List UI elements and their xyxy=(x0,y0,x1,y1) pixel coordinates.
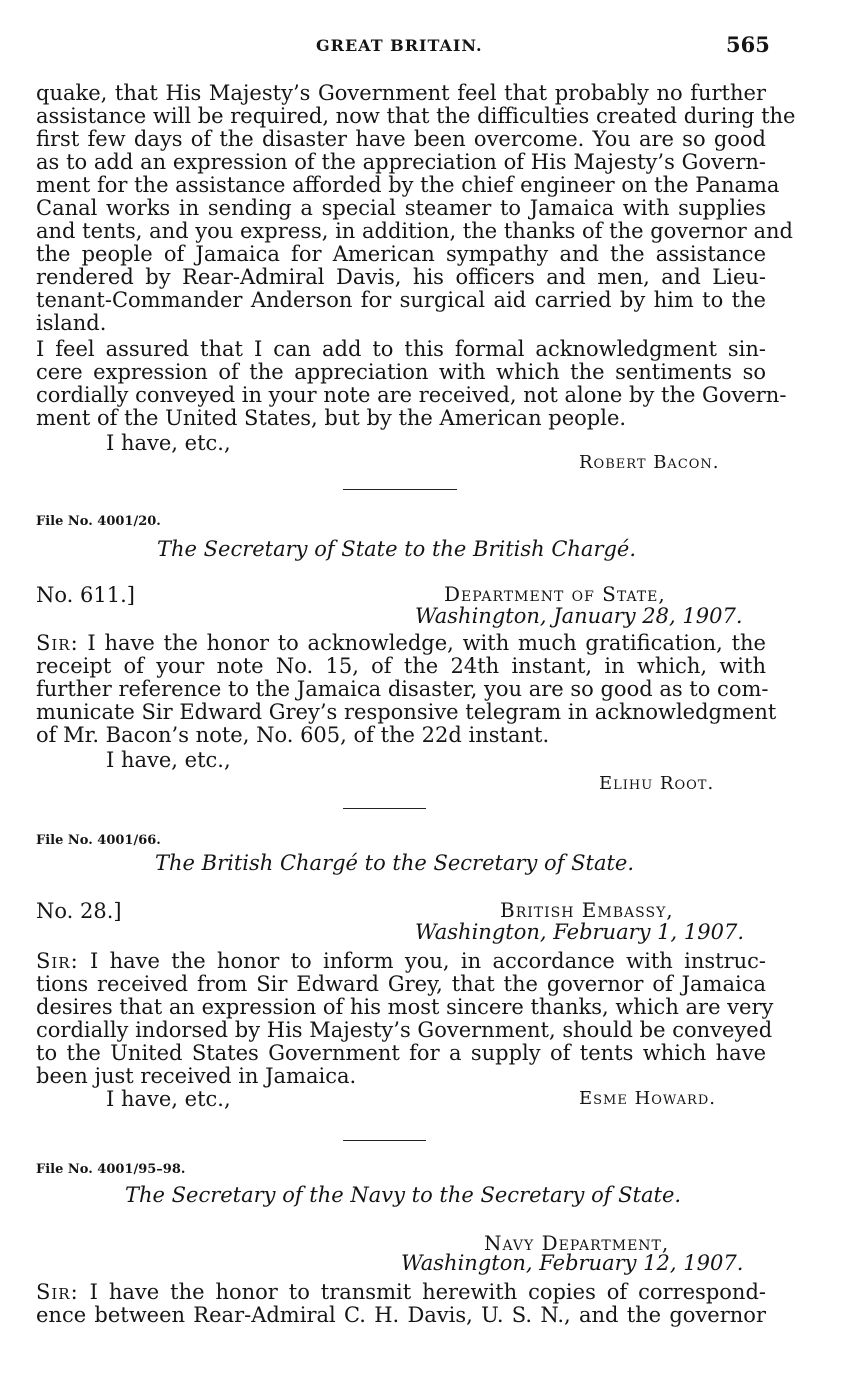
file-number: File No. 4001/95–98. xyxy=(36,1162,186,1177)
place-date: Washington, February 12, 1907. xyxy=(401,1251,744,1275)
dispatch-number: No. 28.] xyxy=(36,899,122,923)
text-line: quake, that His Majesty’s Government feel that probably no further xyxy=(36,81,766,105)
salutation: Sir: xyxy=(36,949,79,973)
text-line: ence between Rear-Admiral C. H. Davis, U. S. N., and the governor xyxy=(36,1303,766,1327)
running-title: GREAT BRITAIN. xyxy=(316,36,483,55)
text-line: island. xyxy=(36,311,107,335)
text-line: to the United States Government for a supply of tents which have xyxy=(36,1041,766,1065)
signature: Esme Howard. xyxy=(579,1088,716,1109)
text-line: been just received in Jamaica. xyxy=(36,1064,357,1088)
text-line: receipt of your note No. 15, of the 24th instant, in which, with xyxy=(36,654,766,678)
section-divider xyxy=(343,489,457,490)
text-line: tions received from Sir Edward Grey, that the governor of Jamaica xyxy=(36,972,766,996)
closing-line: I have, etc., xyxy=(106,748,231,772)
text-line: assistance will be required, now that the difficulties created during the xyxy=(36,104,796,128)
place-date: Washington, January 28, 1907. xyxy=(415,604,743,628)
section-divider xyxy=(343,808,426,809)
text-line: I feel assured that I can add to this formal acknowledgment sin- xyxy=(36,337,766,361)
document-caption: The British Chargé to the Secretary of State. xyxy=(155,851,635,875)
text-line: first few days of the disaster have been overcome. You are so good xyxy=(36,127,766,151)
text-line: cere expression of the appreciation with which the sentiments so xyxy=(36,360,766,384)
text-line: Canal works in sending a special steamer to Jamaica with supplies xyxy=(36,196,766,220)
file-number: File No. 4001/20. xyxy=(36,514,161,529)
text-line: Sir: I have the honor to transmit herewith copies of correspond- xyxy=(36,1280,766,1304)
text-line: cordially indorsed by His Majesty’s Government, should be conveyed xyxy=(36,1018,773,1042)
closing-line: I have, etc., xyxy=(106,431,231,455)
section-divider xyxy=(343,1140,426,1141)
dispatch-number: No. 611.] xyxy=(36,583,135,607)
sender-department: Department of State, xyxy=(444,582,666,606)
text-line: municate Sir Edward Grey’s responsive telegram in acknowledgment xyxy=(36,700,777,724)
text-line: desires that an expression of his most sincere thanks, which are very xyxy=(36,995,774,1019)
sender-department: Navy Department, xyxy=(484,1231,670,1255)
text-line: of Mr. Bacon’s note, No. 605, of the 22d instant. xyxy=(36,723,550,747)
text-line: rendered by Rear-Admiral Davis, his officers and men, and Lieu- xyxy=(36,265,766,289)
text-line: further reference to the Jamaica disaster, you are so good as to com- xyxy=(36,677,769,701)
text-line: ment of the United States, but by the American people. xyxy=(36,406,627,430)
text-line: cordially conveyed in your note are received, not alone by the Govern- xyxy=(36,383,787,407)
sender-department: British Embassy, xyxy=(500,898,674,922)
text-line: Sir: I have the honor to inform you, in accordance with instruc- xyxy=(36,949,766,973)
salutation: Sir: xyxy=(36,1280,79,1304)
text-line: as to add an expression of the appreciation of His Majesty’s Govern- xyxy=(36,150,766,174)
document-caption: The Secretary of the Navy to the Secretary of State. xyxy=(125,1183,682,1207)
file-number: File No. 4001/66. xyxy=(36,833,161,848)
text-line: ment for the assistance afforded by the chief engineer on the Panama xyxy=(36,173,780,197)
text-line: and tents, and you express, in addition, the thanks of the governor and xyxy=(36,219,793,243)
signature: Elihu Root. xyxy=(599,773,715,794)
text-line: tenant-Commander Anderson for surgical aid carried by him to the xyxy=(36,288,766,312)
salutation: Sir: xyxy=(36,631,79,655)
text-line: the people of Jamaica for American sympathy and the assistance xyxy=(36,242,766,266)
closing-line: I have, etc., xyxy=(106,1087,231,1111)
page-number: 565 xyxy=(726,32,770,57)
signature: Robert Bacon. xyxy=(579,452,720,473)
place-date: Washington, February 1, 1907. xyxy=(415,920,745,944)
document-caption: The Secretary of State to the British Chargé. xyxy=(157,537,637,561)
text-line: Sir: I have the honor to acknowledge, with much gratification, the xyxy=(36,631,766,655)
